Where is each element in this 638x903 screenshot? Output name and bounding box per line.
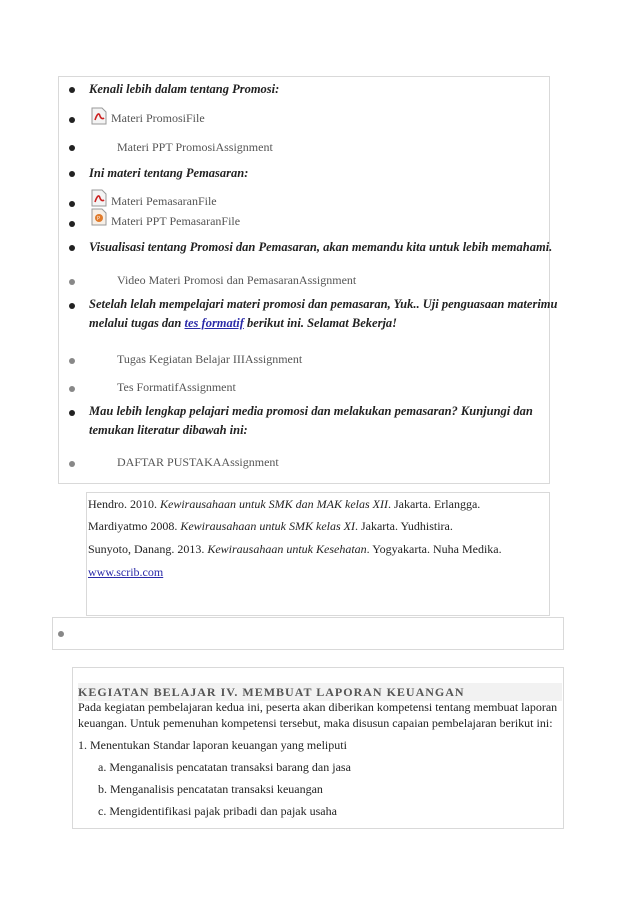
ref-publisher: . Jakarta. Erlangga.	[387, 497, 481, 511]
pdf-file-icon	[91, 107, 107, 125]
pdf-file-icon	[91, 189, 107, 207]
ref-author: Hendro. 2010.	[88, 497, 160, 511]
bullet	[69, 410, 75, 416]
tugas-link[interactable]: Tugas Kegiatan Belajar IIIAssignment	[117, 352, 303, 366]
setelah-text	[89, 295, 557, 333]
bullet	[69, 461, 75, 467]
video-link[interactable]: Video Materi Promosi dan PemasaranAssignment	[117, 273, 357, 287]
ref-title: Kewirausahaan untuk SMK kelas XI	[180, 519, 355, 533]
bullet	[69, 117, 75, 123]
reference-link[interactable]: www.scrib.com	[88, 565, 164, 579]
kb4-title: KEGIATAN BELAJAR IV. MEMBUAT LAPORAN KEUANGAN	[78, 683, 562, 701]
bullet	[69, 221, 75, 227]
tes-formatif-link[interactable]: tes formatif	[184, 316, 244, 330]
bullet	[69, 145, 75, 151]
ref-title: Kewirausahaan untuk SMK dan MAK kelas XII	[160, 497, 388, 511]
kb4-item-1: 1. Menentukan Standar laporan keuangan yang meliputi	[78, 738, 347, 752]
ref-author: Mardiyatmo 2008.	[88, 519, 181, 533]
daftar-pustaka-link[interactable]: DAFTAR PUSTAKAAssignment	[117, 455, 279, 469]
ref-author: Sunyoto, Danang. 2013.	[88, 542, 208, 556]
reference-item	[88, 519, 453, 534]
bullet	[69, 171, 75, 177]
empty-list-panel	[52, 617, 564, 650]
setelah-pre: melalui tugas dan	[89, 316, 185, 330]
bullet	[69, 303, 75, 309]
pemasaran-ppt-link[interactable]: Materi PPT PemasaranFile	[111, 214, 241, 228]
resource-list-panel	[58, 76, 558, 484]
setelah-post: berikut ini. Selamat Bekerja!	[243, 316, 398, 330]
lebih-line-2: temukan literatur dibawah ini:	[89, 423, 248, 437]
bullet	[69, 245, 75, 251]
ref-publisher: . Yogyakarta. Nuha Medika.	[366, 542, 502, 556]
ref-title: Kewirausahaan untuk Kesehatan	[207, 542, 367, 556]
kb4-intro-2: keuangan. Untuk pemenuhan kompetensi tersebut, maka disusun capaian pembelajaran berikut ini:	[78, 716, 553, 730]
ref-publisher: . Jakarta. Yudhistira.	[354, 519, 453, 533]
lebih-text	[89, 402, 533, 440]
reference-item	[88, 497, 480, 512]
visualisasi-text: Visualisasi tentang Promosi dan Pemasaran, akan memandu kita untuk lebih memahami.	[89, 240, 553, 254]
kb4-sub-a: a. Menganalisis pencatatan transaksi barang dan jasa	[98, 760, 351, 774]
bullet	[69, 87, 75, 93]
bullet	[69, 358, 75, 364]
promo-ppt-link[interactable]: Materi PPT PromosiAssignment	[117, 140, 273, 154]
pemasaran-file-link[interactable]: Materi PemasaranFile	[111, 194, 217, 208]
bullet	[58, 631, 64, 637]
reference-item	[88, 542, 502, 557]
kb4-sub-c: c. Mengidentifikasi pajak pribadi dan pajak usaha	[98, 804, 337, 818]
ppt-file-icon	[91, 208, 107, 226]
svg-text:P: P	[97, 216, 101, 222]
promo-file-link[interactable]: Materi PromosiFile	[111, 111, 205, 125]
bullet	[69, 201, 75, 207]
tes-link[interactable]: Tes FormatifAssignment	[117, 380, 236, 394]
lebih-line-1: Mau lebih lengkap pelajari media promosi dan melakukan pemasaran? Kunjungi dan	[89, 404, 533, 418]
setelah-line-2	[89, 314, 557, 333]
kb4-intro-1: Pada kegiatan pembelajaran kedua ini, peserta akan diberikan kompetensi tentang membuat laporan	[78, 700, 558, 714]
bullet	[69, 386, 75, 392]
promo-heading: Kenali lebih dalam tentang Promosi:	[89, 82, 280, 96]
setelah-line-1: Setelah lelah mempelajari materi promosi dan pemasaran, Yuk.. Uji penguasaan materimu	[89, 297, 558, 311]
pemasaran-heading: Ini materi tentang Pemasaran:	[89, 166, 249, 180]
bullet	[69, 279, 75, 285]
kb4-sub-b: b. Menganalisis pencatatan transaksi keuangan	[98, 782, 323, 796]
